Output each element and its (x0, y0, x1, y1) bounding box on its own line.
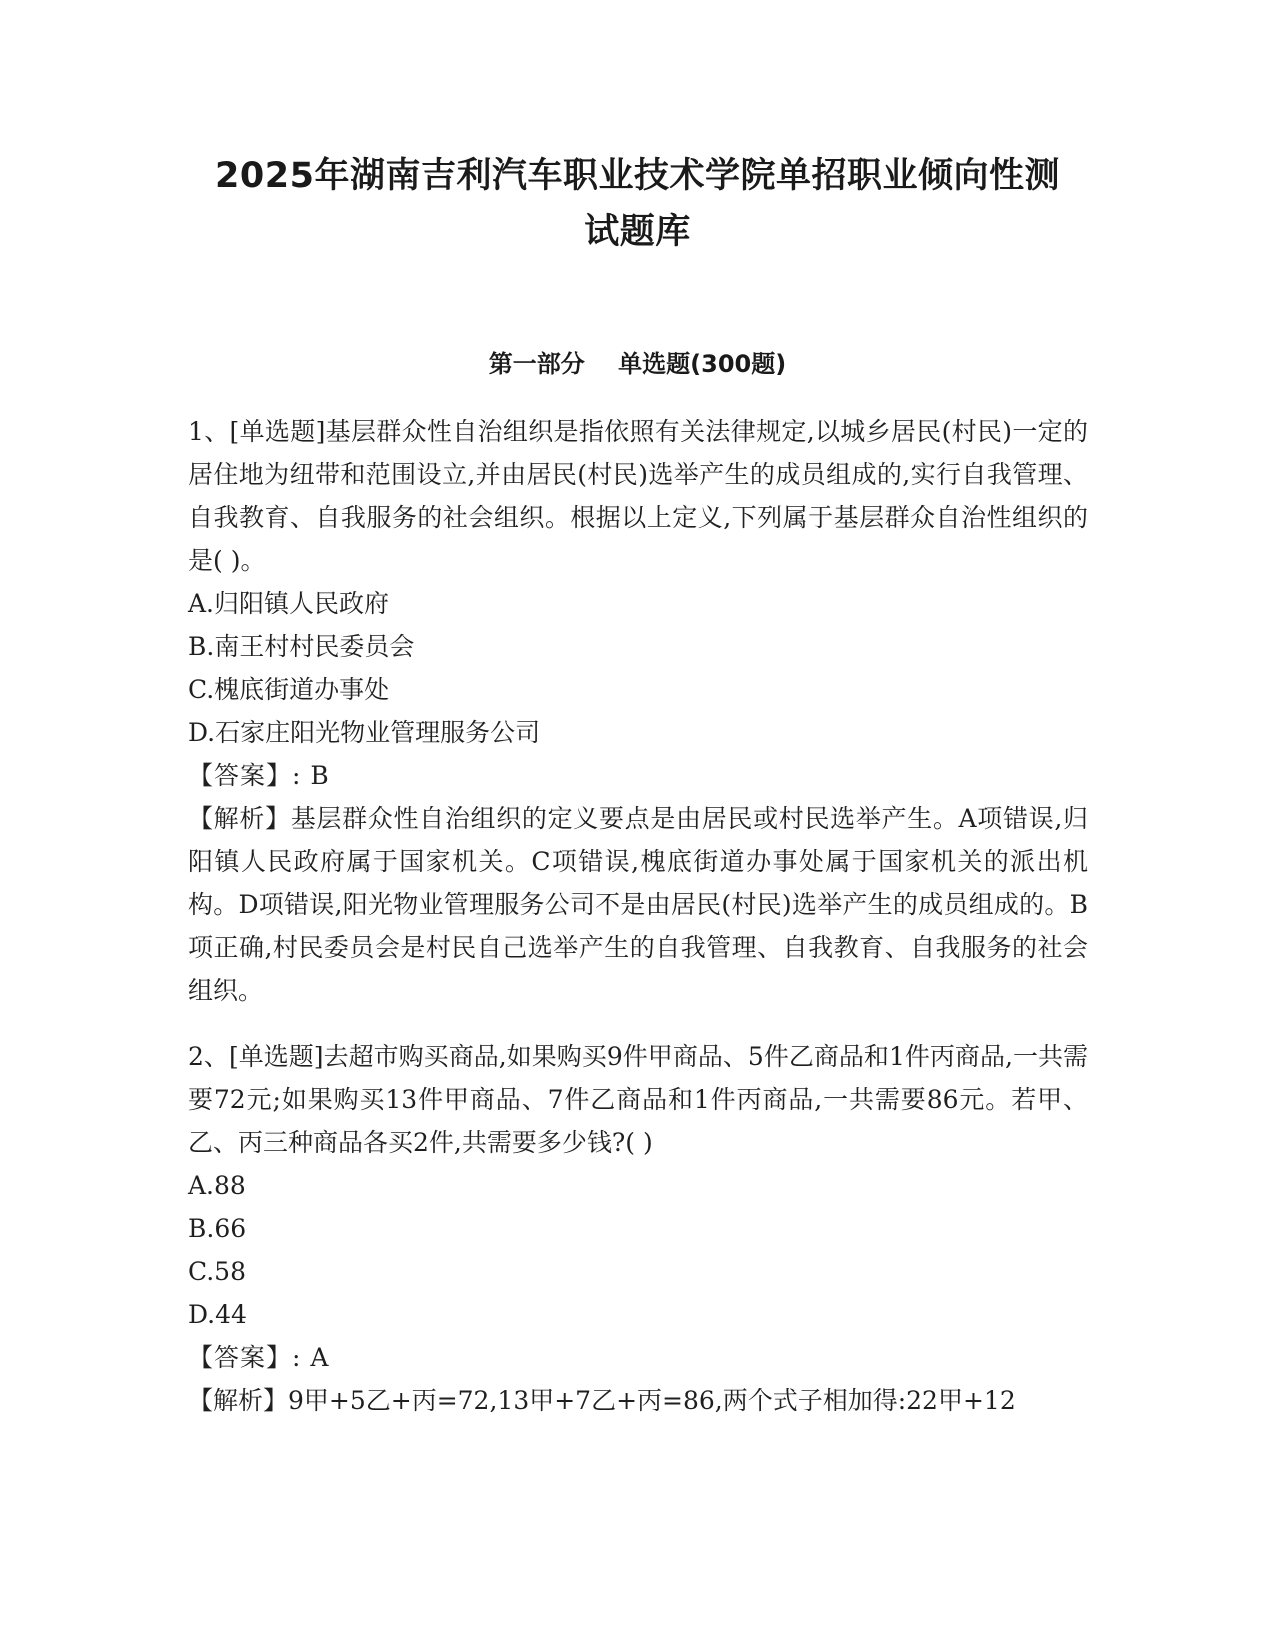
option-list (188, 582, 1088, 754)
answer-line: 【答案】: A (188, 1343, 330, 1372)
question-1 (188, 410, 1088, 1012)
option-d: D.石家庄阳光物业管理服务公司 (188, 718, 541, 747)
document-title (150, 148, 1125, 260)
analysis-text: 【解析】9甲+5乙+丙=72,13甲+7乙+丙=86,两个式子相加得:22甲+12 (188, 1386, 1016, 1415)
analysis-text: 【解析】基层群众性自治组织的定义要点是由居民或村民选举产生。A项错误,归阳镇人民政府属于国家机关。C项错误,槐底街道办事处属于国家机关的派出机构。D项错误,阳光物业管理服务公司不是由居民(村民)选举产生的成员组成的。B项正确,村民委员会是村民自己选举产生的自我管理、自我教育、自我服务的社会组织。 (188, 804, 1088, 1005)
option-d: D.44 (188, 1300, 247, 1329)
option-b: B.南王村村民委员会 (188, 632, 415, 661)
option-list (188, 1164, 1088, 1336)
answer-line: 【答案】: B (188, 761, 330, 790)
option-a: A.归阳镇人民政府 (188, 589, 390, 618)
question-2 (188, 1035, 1088, 1422)
document-title-line-2: 试题库 (584, 212, 691, 252)
section-title: 第一部分 单选题(300题) (488, 350, 787, 378)
question-stem: 1、[单选题]基层群众性自治组织是指依照有关法律规定,以城乡居民(村民)一定的居住地为纽带和范围设立,并由居民(村民)选举产生的成员组成的,实行自我管理、自我教育、自我服务的社会组织。根据以上定义,下列属于基层群众自治性组织的是( )。 (188, 417, 1088, 575)
option-c: C.槐底街道办事处 (188, 675, 390, 704)
option-c: C.58 (188, 1257, 246, 1286)
option-a: A.88 (188, 1171, 246, 1200)
option-b: B.66 (188, 1214, 247, 1243)
document-title-line-1: 2025年湖南吉利汽车职业技术学院单招职业倾向性测 (215, 156, 1060, 196)
question-stem: 2、[单选题]去超市购买商品,如果购买9件甲商品、5件乙商品和1件丙商品,一共需要72元;如果购买13件甲商品、7件乙商品和1件丙商品,一共需要86元。若甲、乙、丙三种商品各买2件,共需要多少钱?( ) (188, 1042, 1088, 1157)
